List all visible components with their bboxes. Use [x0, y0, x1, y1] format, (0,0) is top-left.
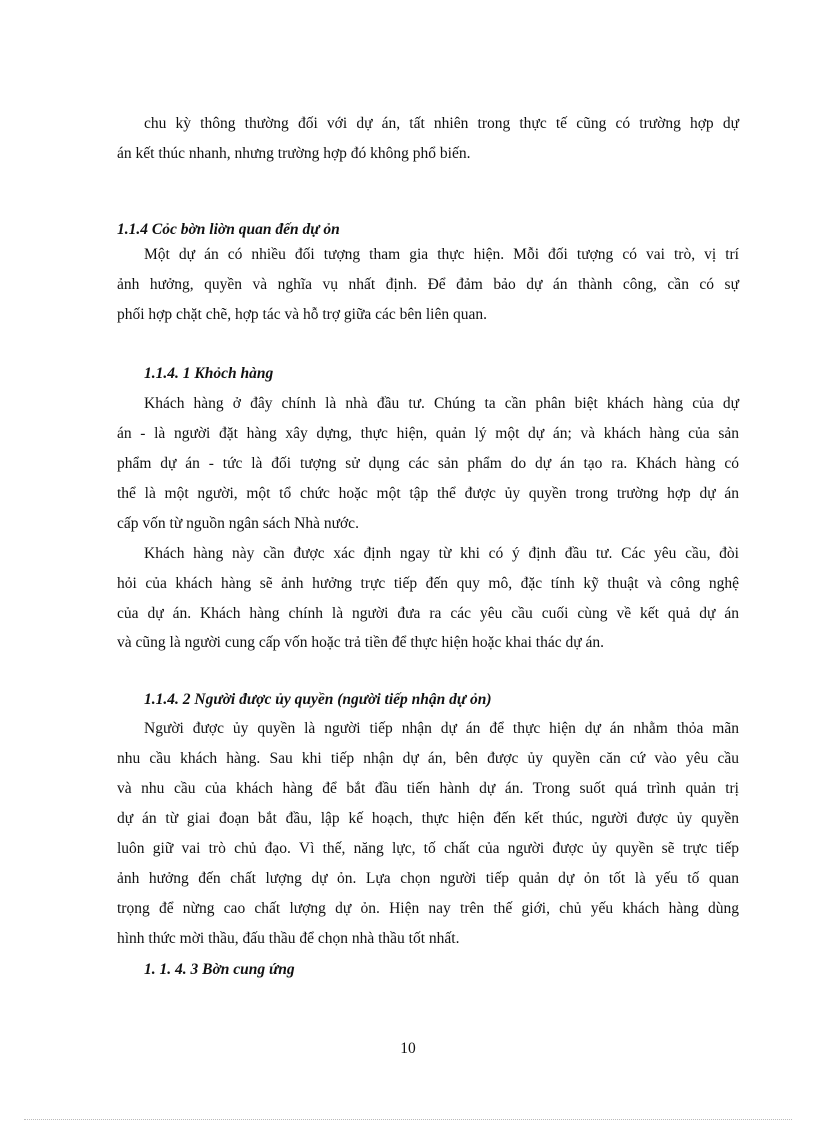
- paragraph-line: luôn giữ vai trò chủ đạo. Vì thế, năng lực, tố chất của người được ủy quyền sẽ trực tiếp: [117, 840, 739, 857]
- paragraph-line: dự án từ giai đoạn bắt đầu, lập kế hoạch, thực hiện đến kết thúc, người được ủy quyền: [117, 810, 739, 827]
- subsection-heading: 1. 1. 4. 3 Bờn cung ứng: [144, 961, 295, 978]
- paragraph-line: cấp vốn từ nguồn ngân sách Nhà nước.: [117, 515, 359, 532]
- paragraph-line: nhu cầu khách hàng. Sau khi tiếp nhận dự án, bên được ủy quyền căn cứ vào yêu cầu: [117, 750, 739, 767]
- paragraph-line: phẩm dự án - tức là đối tượng sử dụng các sản phẩm do dự án tạo ra. Khách hàng có: [117, 455, 739, 472]
- footer-divider: [24, 1119, 792, 1120]
- paragraph-line: hỏi của khách hàng sẽ ảnh hưởng trực tiếp đến quy mô, đặc tính kỹ thuật và công nghệ: [117, 575, 739, 592]
- paragraph-line: và nhu cầu của khách hàng để bắt đầu tiến hành dự án. Trong suốt quá trình quản trị: [117, 780, 739, 797]
- paragraph-line: Khách hàng này cần được xác định ngay từ khi có ý định đầu tư. Các yêu cầu, đòi: [144, 545, 739, 562]
- paragraph-line: ảnh hưởng, quyền và nghĩa vụ nhất định. Để đảm bảo dự án thành công, cần có sự: [117, 276, 739, 293]
- paragraph-line: thể là một người, một tổ chức hoặc một tập thể được ủy quyền trong trường hợp dự án: [117, 485, 739, 502]
- paragraph-line: phối hợp chặt chẽ, hợp tác và hỗ trợ giữa các bên liên quan.: [117, 306, 487, 323]
- subsection-heading: 1.1.4. 2 Người được ủy quyền (người tiếp nhận dự ỏn): [144, 691, 492, 708]
- paragraph-line: Một dự án có nhiều đối tượng tham gia thực hiện. Mỗi đối tượng có vai trò, vị trí: [144, 246, 739, 263]
- page-number: 10: [400, 1040, 416, 1057]
- paragraph-line: và cũng là người cung cấp vốn hoặc trả tiền để thực hiện hoặc khai thác dự án.: [117, 634, 605, 651]
- paragraph-line: chu kỳ thông thường đối với dự án, tất nhiên trong thực tế cũng có trường hợp dự: [144, 115, 739, 132]
- paragraph-line: Người được ủy quyền là người tiếp nhận dự án để thực hiện dự án nhằm thỏa mãn: [144, 720, 739, 737]
- paragraph-line: trọng để nừng cao chất lượng dự ỏn. Hiện nay trên thế giới, chủ yếu khách hàng dùng: [117, 900, 739, 917]
- paragraph-line: của dự án. Khách hàng chính là người đưa ra các yêu cầu cuối cùng về kết quả dự án: [117, 605, 739, 622]
- paragraph-line: Khách hàng ở đây chính là nhà đầu tư. Chúng ta cần phân biệt khách hàng của dự: [144, 395, 739, 412]
- subsection-heading: 1.1.4. 1 Khỏch hàng: [144, 365, 274, 382]
- paragraph-line: hình thức mời thầu, đấu thầu để chọn nhà thầu tốt nhất.: [117, 930, 460, 947]
- section-heading: 1.1.4 Cỏc bờn liờn quan đến dự ỏn: [117, 221, 340, 238]
- paragraph-line: án kết thúc nhanh, nhưng trường hợp đó không phổ biến.: [117, 145, 471, 162]
- paragraph-line: ảnh hưởng đến chất lượng dự ỏn. Lựa chọn người tiếp quản dự ỏn tốt là yếu tố quan: [117, 870, 739, 887]
- paragraph-line: án - là người đặt hàng xây dựng, thực hiện, quản lý một dự án; và khách hàng của sản: [117, 425, 739, 442]
